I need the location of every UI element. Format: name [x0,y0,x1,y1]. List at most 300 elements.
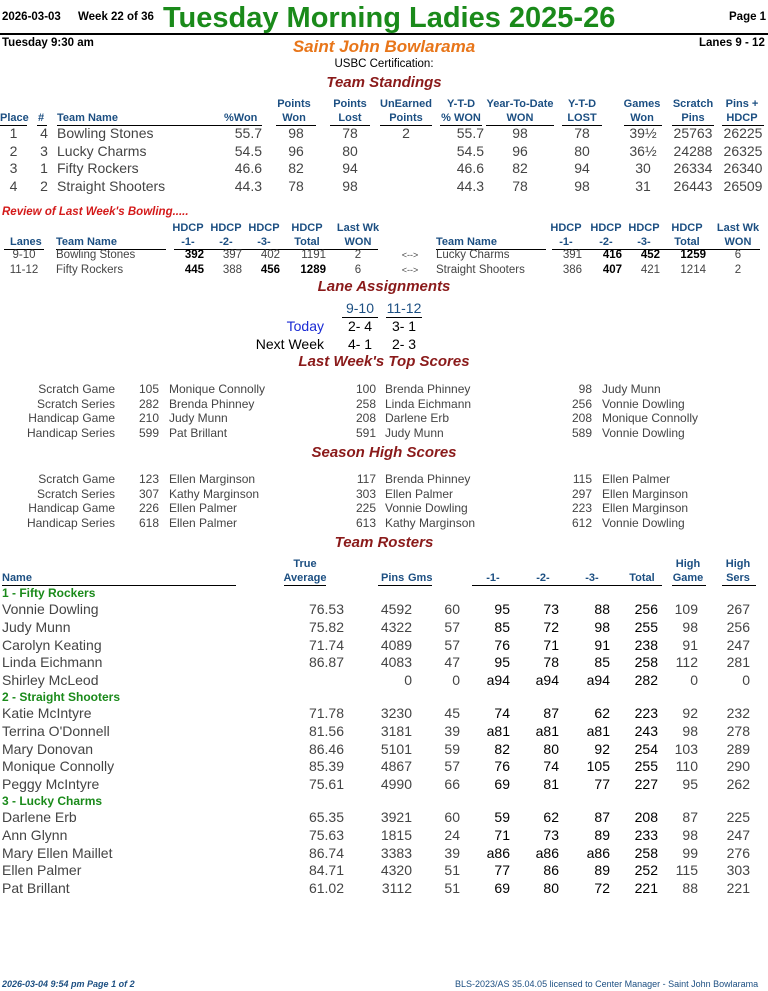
section-lane-assignments: Lane Assignments [317,278,451,295]
true-average: 86.87 [308,654,344,671]
games: 66 [444,776,460,793]
bowler-name: Katie McIntyre [2,705,92,721]
opp-hdcp-game1: 391 [562,249,582,261]
col-ytd-lost: Y-T-D LOST [567,98,597,124]
game-2: 62 [543,809,559,825]
score-2: 100 [355,382,376,396]
game-2: 87 [543,705,559,721]
ytd-won: 96 [512,142,528,159]
col-pins: Pins [381,572,405,584]
series-total: 223 [634,705,658,721]
score-1: 105 [138,382,159,396]
game-3: 89 [594,826,610,843]
pins: 4322 [380,618,412,635]
team-name: Straight Shooters [57,178,166,195]
game-1: a94 [486,672,510,689]
series-total: 221 [634,880,658,897]
bowler-name: Carolyn Keating [2,636,102,653]
bowler-3: Judy Munn [602,382,661,396]
score-category: Scratch Game [38,472,115,486]
series-total: 255 [634,758,658,775]
bowler-3: Vonnie Dowling [602,515,685,530]
game-2: 71 [543,636,559,653]
col-team-name: Team Name [56,236,117,248]
section-team-standings: Team Standings [326,74,442,91]
high-series: 290 [726,758,750,775]
lanes-label: Lanes 9 - 12 [699,37,765,49]
game-1: 76 [494,636,510,653]
game-2: a86 [535,844,559,861]
series-total: 256 [634,601,658,617]
hdcp-game1: 392 [184,249,204,261]
bowler-1: Pat Brillant [169,425,228,440]
points-won: 82 [288,160,304,177]
pins: 3230 [380,705,412,721]
col-high-game: High Game [672,558,704,584]
header-rule [0,33,768,35]
score-category: Handicap Series [26,515,115,530]
game-2: 73 [543,826,559,843]
score-3: 98 [578,382,592,396]
bowler-name: Peggy McIntyre [2,776,100,793]
col-team-name: Team Name [57,112,118,124]
week-label: Next Week [255,336,324,352]
bowler-2: Linda Eichmann [385,396,472,411]
high-series: 278 [726,722,750,739]
lane-11-12-assignment: 2- 3 [391,336,417,352]
ytd-lost: 98 [574,178,590,195]
opp-hdcp-game1: 386 [562,264,582,276]
game-1: 71 [494,826,510,843]
team-name: Bowling Stones [57,125,154,141]
hdcp-game3: 456 [260,264,280,276]
ytd-won: 78 [512,178,528,195]
score-category: Handicap Game [28,501,115,515]
section-team-rosters: Team Rosters [334,534,434,551]
pins: 5101 [380,740,412,757]
lane-9-10-assignment: 4- 1 [347,336,373,352]
col-g3: -3- [585,572,599,584]
lane-pair-header: 11-12 [386,300,422,316]
score-3: 223 [571,501,592,515]
true-average: 81.56 [308,722,344,739]
league-title: Tuesday Morning Ladies 2025-26 [163,2,616,34]
opp-hdcp-game2: 407 [602,264,622,276]
score-3: 612 [571,515,592,530]
score-category: Scratch Series [36,396,115,411]
col-total: Total [629,572,655,584]
col-pins-hdcp: Pins + HDCP [725,98,759,124]
game-3: 77 [594,776,610,793]
series-total: 243 [634,722,658,739]
score-category: Handicap Game [28,411,115,425]
series-total: 258 [634,654,658,671]
high-game: 98 [682,826,698,843]
bowler-name: Vonnie Dowling [2,601,99,617]
true-average: 71.78 [308,705,344,721]
bowler-2: Brenda Phinney [385,472,471,486]
opp-hdcp-game3: 421 [640,264,660,276]
pins: 4320 [380,862,412,879]
score-2: 303 [355,486,376,501]
pins: 3921 [380,809,412,825]
true-average: 65.35 [308,809,344,825]
pins-hdcp: 26340 [723,160,763,177]
scratch-pins: 25763 [673,125,713,141]
lane-9-10-assignment: 2- 4 [347,318,373,334]
pct-won: 55.7 [234,125,262,141]
score-3: 115 [572,472,592,486]
pins: 4089 [380,636,412,653]
game-2: 74 [543,758,559,775]
games: 39 [444,722,460,739]
game-1: 95 [494,654,510,671]
score-2: 225 [355,501,376,515]
game-1: a81 [486,722,510,739]
bowler-3: Monique Connolly [602,411,699,425]
lanes: 11-12 [9,264,39,276]
high-game: 112 [675,654,698,671]
game-1: 69 [494,776,510,793]
high-game: 109 [674,601,698,617]
hdcp-total: 1289 [300,264,326,276]
place: 2 [9,142,18,159]
place: 1 [9,125,18,141]
true-average: 85.39 [308,758,344,775]
series-total: 255 [634,618,658,635]
score-3: 208 [571,411,592,425]
scratch-pins: 24288 [673,142,713,159]
section-top-scores: Last Week's Top Scores [298,353,470,370]
team-name: Fifty Rockers [57,160,139,177]
high-game: 87 [682,809,698,825]
col-name: Name [2,572,32,584]
high-series: 247 [726,636,750,653]
bowler-3: Vonnie Dowling [602,396,685,411]
games: 39 [444,844,460,861]
game-1: 76 [494,758,510,775]
pins: 3181 [380,722,412,739]
col-games-won: Games Won [623,98,661,124]
ytd-won: 98 [512,125,528,141]
true-average: 75.82 [308,618,344,635]
team-number: 3 [40,142,48,159]
true-average: 71.74 [308,636,344,653]
pct-won: 54.5 [234,142,262,159]
team-name: Bowling Stones [56,249,136,261]
high-game: 110 [675,758,698,775]
ytd-lost: 80 [574,142,590,159]
bowler-2: Ellen Palmer [385,486,454,501]
col-scratch-pins: Scratch Pins [672,98,714,124]
high-game: 103 [674,740,698,757]
games-won: 31 [635,178,651,195]
col-true-average: True Average [283,558,327,584]
series-total: 227 [634,776,658,793]
series-total: 208 [634,809,658,825]
col-g1: -1- [486,572,500,584]
bowler-name: Terrina O'Donnell [2,722,110,739]
opp-hdcp-game3: 452 [640,249,660,261]
team-name: Fifty Rockers [56,264,124,276]
usbc-cert: USBC Certification: [334,58,434,70]
points-lost: 94 [342,160,358,177]
games-won: 30 [635,160,651,177]
opponent-team-name: Lucky Charms [436,249,510,261]
game-1: 69 [494,880,510,897]
game-2: a94 [535,672,559,689]
bowler-name: Ann Glynn [2,826,68,843]
games: 57 [444,618,460,635]
center-name: Saint John Bowlarama [292,37,476,56]
bowler-1: Judy Munn [169,411,228,425]
high-series: 232 [726,705,750,721]
games: 59 [444,740,460,757]
week-label: Today [286,318,324,334]
bowler-1: Ellen Palmer [169,515,238,530]
last-week-won: 6 [354,264,362,276]
lanes: 9-10 [12,249,36,261]
high-series: 0 [742,672,750,689]
col-points-lost: Points Lost [333,98,367,124]
game-2: 80 [543,740,559,757]
game-3: 105 [586,758,610,775]
bowler-name: Monique Connolly [2,758,115,775]
score-category: Scratch Series [36,486,115,501]
opp-hdcp-total: 1214 [680,264,706,276]
ytd-pct: 46.6 [456,160,484,177]
games-won: 36½ [629,142,657,159]
score-1: 599 [138,425,159,440]
game-3: a86 [586,844,610,861]
footer-license: BLS-2023/AS 35.04.05 licensed to Center Manager - Saint John Bowlarama [455,979,759,989]
games: 47 [444,654,460,671]
bowler-2: Brenda Phinney [385,382,471,396]
score-3: 589 [571,425,592,440]
pins: 3112 [381,880,412,897]
col-pct-won: %Won [224,112,258,124]
hdcp-game3: 402 [260,249,280,261]
hdcp-game2: 397 [222,249,242,261]
bowler-3: Ellen Marginson [602,501,689,515]
pins-hdcp: 26225 [723,125,763,141]
points-lost: 98 [342,178,358,195]
bowler-2: Judy Munn [385,425,444,440]
bowler-2: Darlene Erb [385,411,450,425]
bowler-name: Pat Brillant [2,880,70,897]
pins: 4083 [380,654,412,671]
roster-team-label: 3 - Lucky Charms [2,794,103,808]
bowler-name: Linda Eichmann [2,654,103,671]
bowler-3: Ellen Marginson [602,486,689,501]
col-points-won: Points Won [277,98,311,124]
col-place: Place [0,112,29,124]
game-1: 77 [494,862,510,879]
ytd-pct: 55.7 [456,125,484,141]
high-series: 262 [726,776,750,793]
col-gms: Gms [408,572,433,584]
score-2: 591 [355,425,376,440]
series-total: 233 [634,826,658,843]
bowler-name: Darlene Erb [2,809,77,825]
hdcp-game2: 388 [222,264,242,276]
ytd-lost: 78 [574,125,590,141]
game-2: 86 [543,862,559,879]
opp-hdcp-game2: 416 [602,249,622,261]
vs-arrow: <--> [401,265,419,275]
col-num: # [38,112,45,124]
team-number: 1 [40,160,48,177]
game-1: 82 [494,740,510,757]
points-won: 96 [288,142,304,159]
series-total: 252 [634,862,658,879]
game-1: 95 [494,601,510,617]
pins: 4990 [380,776,412,793]
game-2: 72 [543,618,559,635]
points-won: 78 [288,178,304,195]
pct-won: 44.3 [234,178,262,195]
games: 24 [444,826,460,843]
game-3: 62 [594,705,610,721]
col-ytd-pct: Y-T-D % WON [441,98,481,124]
report-date: 2026-03-03 [2,11,61,23]
col-ytd-won: Year-To-Date WON [486,98,554,124]
pins: 4592 [380,601,412,617]
bowler-2: Vonnie Dowling [385,501,468,515]
games: 57 [444,636,460,653]
pins: 4867 [380,758,412,775]
games: 57 [444,758,460,775]
score-1: 618 [138,515,159,530]
hdcp-total: 1191 [301,249,326,261]
opp-last-week-won: 6 [734,249,742,261]
col-high-sers: High Sers [725,558,751,584]
games: 51 [444,880,460,897]
game-2: 81 [543,776,559,793]
section-review: Review of Last Week's Bowling..... [2,206,189,218]
score-3: 297 [571,486,592,501]
pins: 0 [404,672,412,689]
pins: 1815 [380,826,412,843]
true-average: 76.53 [308,601,344,617]
bowler-1: Kathy Marginson [169,486,260,501]
hdcp-game1: 445 [184,264,204,276]
bowler-1: Ellen Marginson [169,472,256,486]
true-average: 84.71 [308,862,344,879]
high-game: 98 [682,722,698,739]
game-3: 85 [594,654,610,671]
high-series: 256 [726,618,750,635]
points-lost: 78 [342,125,358,141]
game-3: 91 [594,636,610,653]
games: 51 [444,862,460,879]
game-3: 87 [594,809,610,825]
games-won: 39½ [629,125,657,141]
score-1: 307 [138,486,159,501]
games: 45 [444,705,460,721]
high-series: 276 [726,844,750,861]
col-unearned: UnEarned Points [380,98,432,124]
bowler-name: Mary Ellen Maillet [2,844,113,861]
game-1: 74 [494,705,510,721]
game-1: 59 [494,809,510,825]
col-g2: -2- [536,572,550,584]
scratch-pins: 26334 [673,160,713,177]
pins-hdcp: 26325 [723,142,763,159]
high-series: 303 [726,862,750,879]
bowler-name: Judy Munn [2,618,71,635]
game-2: 73 [543,601,559,617]
game-3: a81 [586,722,610,739]
game-1: 85 [494,618,510,635]
high-series: 221 [726,880,750,897]
high-series: 267 [726,601,750,617]
bowler-1: Monique Connolly [169,382,266,396]
bowler-3: Vonnie Dowling [602,425,685,440]
series-total: 258 [634,844,658,861]
score-2: 208 [355,411,376,425]
true-average: 86.74 [308,844,344,861]
scratch-pins: 26443 [673,178,713,195]
bowler-name: Ellen Palmer [2,862,82,879]
game-1: a86 [486,844,510,861]
pins: 3383 [380,844,412,861]
game-3: 92 [594,740,610,757]
bowler-1: Brenda Phinney [169,396,255,411]
game-2: 78 [543,654,559,671]
opp-last-week-won: 2 [734,264,742,276]
bowler-name: Shirley McLeod [2,672,99,689]
high-series: 247 [726,826,750,843]
game-3: 89 [594,862,610,879]
game-2: a81 [535,722,559,739]
section-season-high: Season High Scores [311,444,457,461]
bowler-2: Kathy Marginson [385,515,476,530]
last-week-won: 2 [354,249,362,261]
ytd-lost: 94 [574,160,590,177]
series-total: 254 [634,740,658,757]
bowler-name: Mary Donovan [2,740,94,757]
points-won: 98 [288,125,304,141]
games: 0 [452,672,460,689]
score-2: 258 [355,396,376,411]
score-1: 226 [138,501,159,515]
game-3: 88 [594,601,610,617]
opponent-team-name: Straight Shooters [436,264,525,276]
vs-arrow: <--> [401,250,419,260]
high-series: 281 [726,654,750,671]
lane-11-12-assignment: 3- 1 [391,318,417,334]
place: 3 [9,160,18,177]
score-1: 123 [138,472,159,486]
unearned-points: 2 [402,125,410,141]
opp-hdcp-total: 1259 [680,249,706,261]
score-2: 117 [356,472,376,486]
score-1: 210 [138,411,159,425]
games: 60 [444,809,460,825]
points-lost: 80 [342,142,358,159]
high-game: 99 [682,844,698,861]
ytd-pct: 54.5 [456,142,484,159]
high-series: 225 [726,809,750,825]
pct-won: 46.6 [234,160,262,177]
true-average: 75.61 [308,776,344,793]
game-3: a94 [586,672,610,689]
series-total: 238 [634,636,658,653]
day-time: Tuesday 9:30 am [2,37,94,49]
score-2: 613 [355,515,376,530]
game-3: 72 [594,880,610,897]
